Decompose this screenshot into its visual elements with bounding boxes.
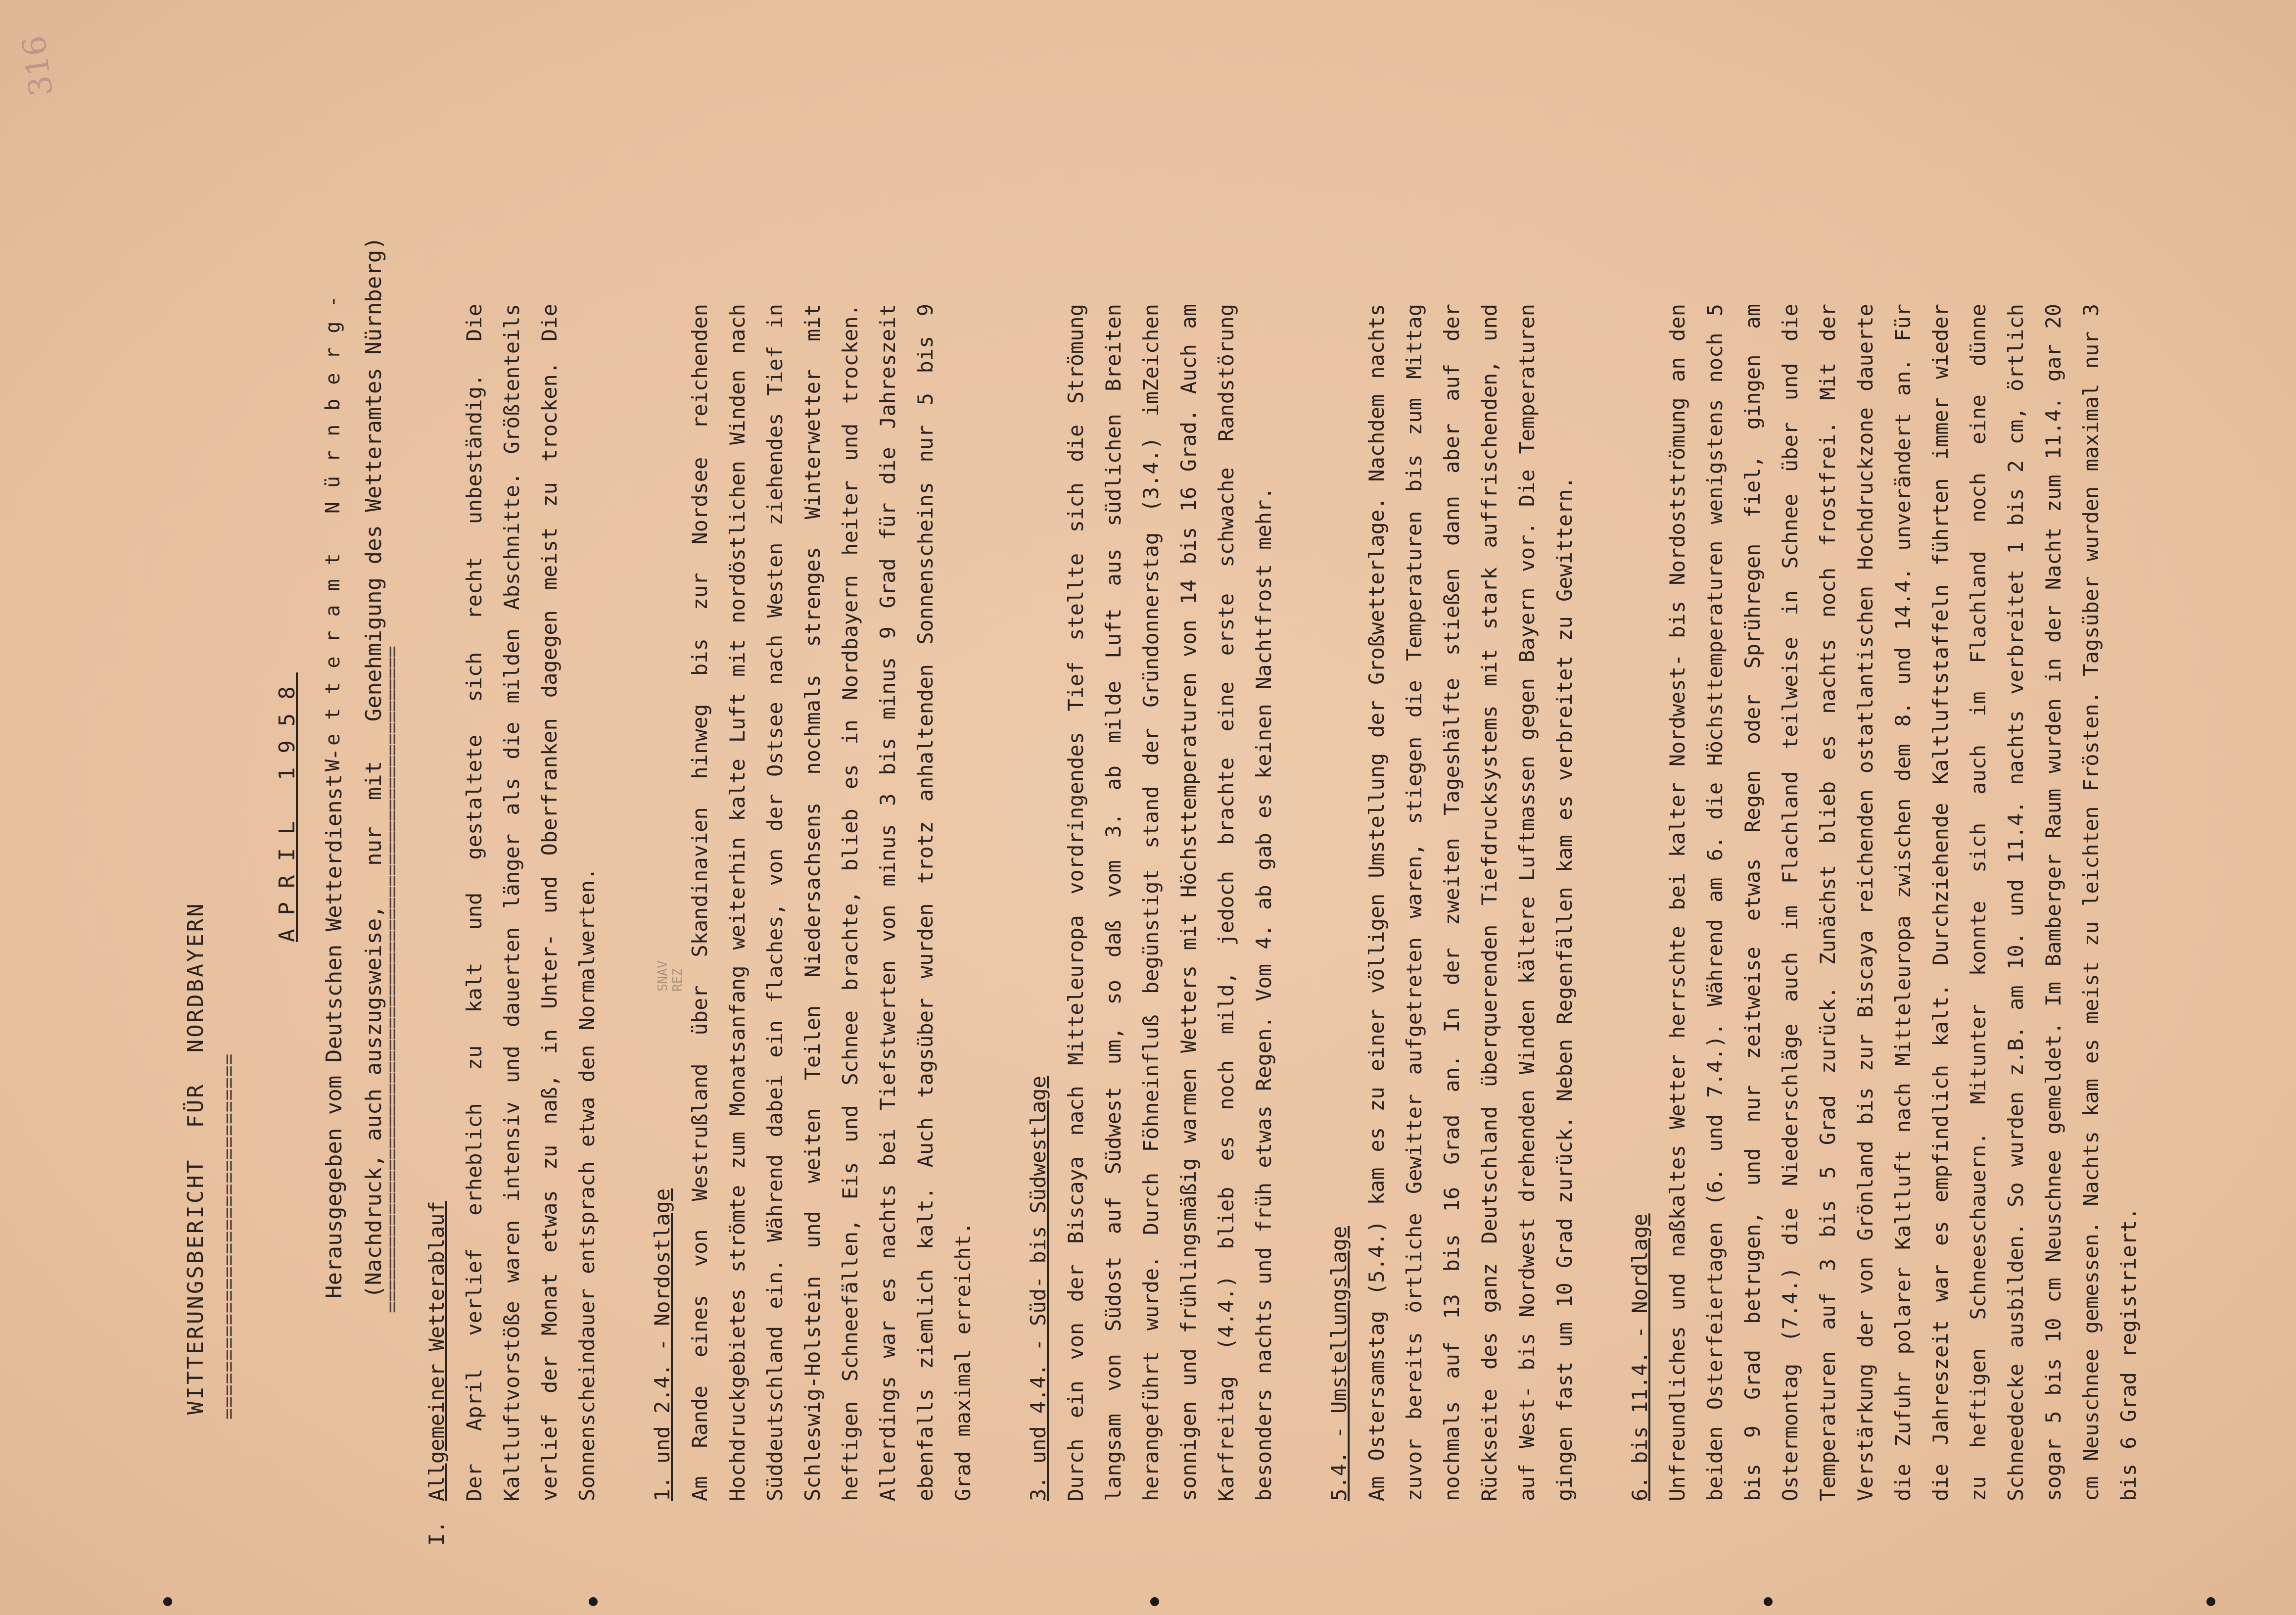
publisher-line: Herausgegeben vom Deutschen Wetterdienst - — [322, 748, 347, 1298]
report-title: WITTERUNGSBERICHT FÜR NORDBAYERN — [183, 902, 208, 1415]
subsection-heading: 6. bis 11.4. - Nordlage — [1628, 1213, 1652, 1501]
section-heading — [418, 32, 456, 1546]
reprint-notice: (Nachdruck, auch auszugsweise, nur mit Genehmigung des Wetteramtes Nürnberg) — [361, 237, 386, 1298]
subsection-2 — [1020, 32, 1057, 1501]
weather-office: Wetteramt Nürnberg- — [322, 282, 344, 771]
subsection-heading: 1. und 2.4. - Nordostlage — [650, 1188, 674, 1501]
punch-hole-mark — [1764, 1597, 1773, 1606]
faint-stamp: SNAV REZ — [656, 960, 685, 992]
subsection-heading: 5.4. - Umstellungslage — [1327, 1226, 1351, 1501]
subsection-4 — [1621, 32, 1659, 1501]
report-body — [418, 32, 2185, 1546]
subsection-heading: 3. und 4.4. - Süd- bis Südwestlage — [1026, 1076, 1050, 1501]
header-rule: ============================================================= — [381, 646, 404, 1313]
punch-hole-mark — [1150, 1597, 1159, 1606]
subsection-1 — [644, 32, 681, 1501]
pencil-page-number: 316 — [15, 33, 61, 98]
section-number: I. — [424, 1520, 449, 1546]
intro-paragraph: Der April verlief erheblich zu kalt und gestaltete sich recht unbeständig. Die Kaltluftvorstöße waren intensiv und dauerten länger als die milden Abschnitte. Größtenteils verlief der Monat etwas zu naß, in Unter- und Oberfranken dagegen meist zu trocken. Die Sonnenscheindauer entsprach etwa den Normalwerten. — [462, 304, 599, 1501]
subsection-text: Am Rande eines von Westrußland über Skandinavien hinweg bis zur Nordsee reichenden Hochdruckgebietes strömte zum Monatsanfang weiterhin kalte Luft mit nordöstlichen Winden nach Süddeutschland ein. Während dabei ein flaches, von der Ostsee nach Westen ziehendes Tief in Schleswig-Holstein und weiten Teilen Niedersachsens nochmals strenges Winterwetter mit heftigen Schneefällen, Eis und Schnee brachte, blieb es in Nordbayern heiter und trocken. Allerdings war es nachts bei Tiefstwerten von minus 3 bis minus 9 Grad für die Jahreszeit ebenfalls ziemlich kalt. Auch tagsüber wurden trotz anhaltenden Sonnenscheins nur 5 bis 9 Grad maximal erreicht. — [688, 304, 975, 1501]
punch-hole-mark — [589, 1597, 598, 1606]
report-month: APRIL 1958 — [275, 672, 300, 942]
subsection-text: Unfreundliches und naßkaltes Wetter herrschte bei kalter Nordwest- bis Nordostströmung an den beiden Osterfeiertagen (6. und 7.4.). Während am 6. die Höchsttemperaturen wenigstens noch 5 bis 9 Grad betrugen, und nur zeitweise etwas Regen oder Sprühregen fiel, gingen am Ostermontag (7.4.) die Niederschläge auch im Flachland teilweise in Schnee über und die Temperaturen auf 3 bis 5 Grad zurück. Zunächst blieb es nachts noch frostfrei. Mit der Verstärkung der von Grönland bis zur Biscaya reichenden ostatlantischen Hochdruckzone dauerte die Zufuhr polarer Kaltluft nach Mitteleuropa zwischen dem 8. und 14.4. unverändert an. Für die Jahreszeit war es empfindlich kalt. Durchziehende Kaltluftstaffeln führten immer wieder zu heftigen Schneeschauern. Mitunter konnte sich auch im Flachland noch eine dünne Schneedecke ausbilden. So wurden z.B. am 10. und 11.4. nachts verbreitet 1 bis 2 cm, örtlich sogar 5 bis 10 cm Neuschnee gemeldet. Im Bamberger Raum wurden in der Nacht zum 11.4. gar 20 cm Neuschnee gemessen. Nachts kam es meist zu leichten Frösten. Tagsüber wurden maximal nur 3 bis 6 Grad registriert. — [1665, 304, 2141, 1501]
subsection-text: Durch ein von der Biscaya nach Mitteleuropa vordringendes Tief stellte sich die Strömung langsam von Südost auf Südwest um, so daß vom 3. ab milde Luft aus südlichen Breiten herangeführt wurde. Durch Föhneinfluß begünstigt stand der Gründonnerstag (3.4.) imZeichen sonnigen und frühlingsmäßig warmen Wetters mit Höchsttemperaturen von 14 bis 16 Grad. Auch am Karfreitag (4.4.) blieb es noch mild, jedoch brachte eine erste schwache Randstörung besonders nachts und früh etwas Regen. Vom 4. ab gab es keinen Nachtfrost mehr. — [1064, 304, 1276, 1501]
punch-hole-mark — [2206, 1597, 2215, 1606]
subsection-text: Am Ostersamstag (5.4.) kam es zu einer völligen Umstellung der Großwetterlage. Nachdem nachts zuvor bereits örtliche Gewitter aufgetreten waren, stiegen die Temperaturen bis zum Mittag nochmals auf 13 bis 16 Grad an. In der zweiten Tageshälfte stießen dann aber auf der Rückseite des ganz Deutschland überquerenden Tiefdrucksystems mit stark auffrischenden, und auf West- bis Nordwest drehenden Winden kältere Luftmassen gegen Bayern vor. Die Temperaturen gingen fast um 10 Grad zurück. Neben Regenfällen kam es verbreitet zu Gewittern. — [1364, 304, 1577, 1501]
punch-hole-mark — [163, 1597, 172, 1606]
section-title: Allgemeiner Wetterablauf — [424, 1201, 449, 1501]
title-underline: =============================== — [218, 1053, 239, 1420]
subsection-3 — [1320, 32, 1358, 1501]
